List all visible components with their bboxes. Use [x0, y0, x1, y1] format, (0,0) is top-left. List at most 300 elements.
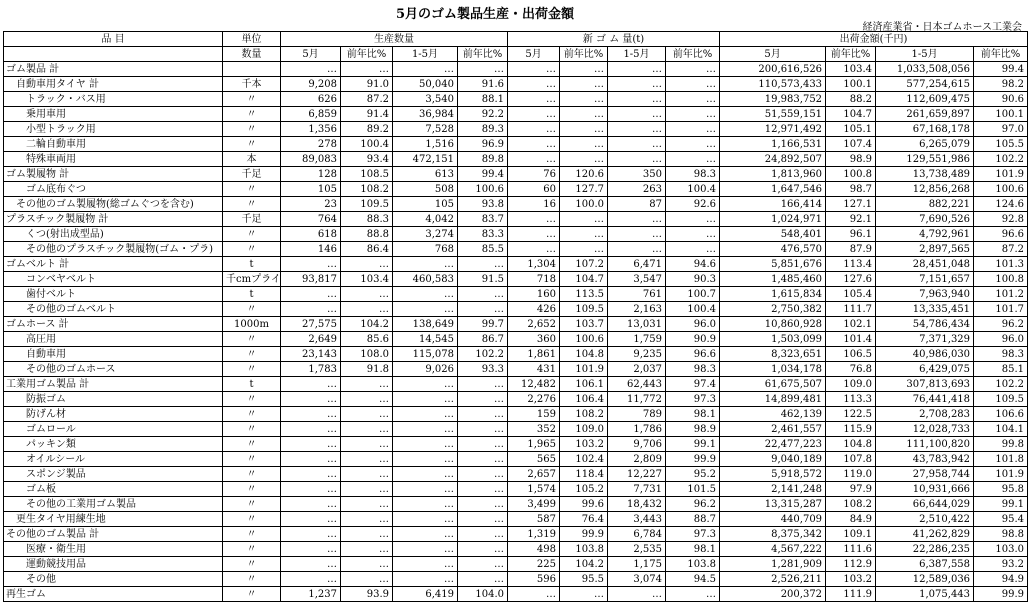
- value-cell: …: [393, 497, 458, 512]
- table-row: [4, 152, 1028, 167]
- header-row-1: [4, 32, 1028, 47]
- value-cell: …: [393, 512, 458, 527]
- row-item-name: 更生タイヤ用練生地: [4, 512, 223, 527]
- value-cell: …: [508, 587, 560, 602]
- value-cell: 97.0: [974, 122, 1028, 137]
- row-unit: 〃: [223, 227, 281, 242]
- value-cell: 127.7: [560, 182, 608, 197]
- table-row: [4, 332, 1028, 347]
- value-cell: 85.1: [974, 362, 1028, 377]
- row-unit: 〃: [223, 362, 281, 377]
- row-unit: 〃: [223, 527, 281, 542]
- value-cell: …: [341, 437, 393, 452]
- value-cell: 96.0: [974, 332, 1028, 347]
- value-cell: 104.2: [341, 317, 393, 332]
- table-row: [4, 242, 1028, 257]
- row-unit: 千足: [223, 212, 281, 227]
- table-row: [4, 572, 1028, 587]
- value-cell: 761: [608, 287, 666, 302]
- value-cell: 98.9: [826, 152, 876, 167]
- value-cell: 14,545: [393, 332, 458, 347]
- value-cell: …: [393, 437, 458, 452]
- value-cell: 113.3: [826, 392, 876, 407]
- table-row: [4, 137, 1028, 152]
- value-cell: 89.8: [458, 152, 508, 167]
- value-cell: 90.9: [666, 332, 720, 347]
- value-cell: 4,567,222: [720, 542, 826, 557]
- value-cell: …: [281, 497, 341, 512]
- value-cell: 128: [281, 167, 341, 182]
- table-row: [4, 182, 1028, 197]
- table-row: [4, 482, 1028, 497]
- value-cell: 1,304: [508, 257, 560, 272]
- row-unit: 〃: [223, 422, 281, 437]
- row-item-name: 防げん材: [4, 407, 223, 422]
- value-cell: 4,792,961: [876, 227, 974, 242]
- value-cell: 99.9: [560, 527, 608, 542]
- value-cell: 104.0: [458, 587, 508, 602]
- row-item-name: 自動車用: [4, 347, 223, 362]
- table-row: [4, 302, 1028, 317]
- value-cell: 23: [281, 197, 341, 212]
- value-cell: 2,897,565: [876, 242, 974, 257]
- value-cell: …: [341, 512, 393, 527]
- row-item-name: 高圧用: [4, 332, 223, 347]
- value-cell: …: [608, 212, 666, 227]
- value-cell: 103.7: [560, 317, 608, 332]
- value-cell: 120.6: [560, 167, 608, 182]
- value-cell: …: [281, 467, 341, 482]
- value-cell: 100.6: [974, 182, 1028, 197]
- value-cell: 101.7: [974, 302, 1028, 317]
- value-cell: 22,286,235: [876, 542, 974, 557]
- row-item-name: ゴム製品 計: [4, 62, 223, 77]
- value-cell: 12,227: [608, 467, 666, 482]
- row-unit: 〃: [223, 557, 281, 572]
- value-cell: 87.2: [974, 242, 1028, 257]
- row-item-name: くつ(射出成型品): [4, 227, 223, 242]
- value-cell: 84.9: [826, 512, 876, 527]
- value-cell: 103.0: [974, 542, 1028, 557]
- value-cell: 3,074: [608, 572, 666, 587]
- value-cell: …: [341, 377, 393, 392]
- value-cell: …: [341, 302, 393, 317]
- value-cell: 129,551,986: [876, 152, 974, 167]
- sub-header: 5月: [720, 47, 826, 62]
- value-cell: …: [393, 62, 458, 77]
- value-cell: 28,451,048: [876, 257, 974, 272]
- sub-header: 5月: [281, 47, 341, 62]
- value-cell: 7,528: [393, 122, 458, 137]
- value-cell: 1,861: [508, 347, 560, 362]
- table-row: [4, 197, 1028, 212]
- value-cell: 96.0: [666, 317, 720, 332]
- value-cell: …: [458, 557, 508, 572]
- item-header: 品 目: [4, 32, 223, 47]
- value-cell: 1,786: [608, 422, 666, 437]
- value-cell: 93.3: [458, 362, 508, 377]
- value-cell: 1,485,460: [720, 272, 826, 287]
- value-cell: 89.2: [341, 122, 393, 137]
- value-cell: 112.9: [826, 557, 876, 572]
- value-cell: 200,372: [720, 587, 826, 602]
- value-cell: 109.0: [826, 377, 876, 392]
- value-cell: 99.6: [560, 497, 608, 512]
- row-unit: 〃: [223, 242, 281, 257]
- value-cell: 2,163: [608, 302, 666, 317]
- value-cell: 93,817: [281, 272, 341, 287]
- table-row: [4, 422, 1028, 437]
- table-row: [4, 377, 1028, 392]
- value-cell: 88.3: [341, 212, 393, 227]
- table-row: [4, 212, 1028, 227]
- value-cell: 1,516: [393, 137, 458, 152]
- value-cell: …: [393, 407, 458, 422]
- value-cell: 98.3: [974, 347, 1028, 362]
- value-cell: 107.2: [560, 257, 608, 272]
- table-row: [4, 452, 1028, 467]
- row-item-name: 特殊車両用: [4, 152, 223, 167]
- value-cell: …: [458, 467, 508, 482]
- value-cell: 261,659,897: [876, 107, 974, 122]
- value-cell: 3,499: [508, 497, 560, 512]
- value-cell: …: [458, 257, 508, 272]
- value-cell: 111,100,820: [876, 437, 974, 452]
- row-unit: t: [223, 377, 281, 392]
- value-cell: …: [508, 92, 560, 107]
- value-cell: 93.4: [341, 152, 393, 167]
- row-item-name: ゴムホース 計: [4, 317, 223, 332]
- value-cell: …: [458, 302, 508, 317]
- value-cell: 1,281,909: [720, 557, 826, 572]
- value-cell: 352: [508, 422, 560, 437]
- value-cell: 146: [281, 242, 341, 257]
- row-unit: 〃: [223, 392, 281, 407]
- value-cell: 9,208: [281, 77, 341, 92]
- value-cell: 100.6: [560, 332, 608, 347]
- value-cell: 95.4: [974, 512, 1028, 527]
- value-cell: 100.0: [560, 197, 608, 212]
- row-item-name: パッキン類: [4, 437, 223, 452]
- row-item-name: 歯付ベルト: [4, 287, 223, 302]
- value-cell: 85.5: [458, 242, 508, 257]
- value-cell: 6,784: [608, 527, 666, 542]
- value-cell: …: [560, 152, 608, 167]
- quantity-header: 数量: [223, 47, 281, 62]
- value-cell: …: [608, 587, 666, 602]
- value-cell: 2,535: [608, 542, 666, 557]
- value-cell: …: [393, 392, 458, 407]
- value-cell: 159: [508, 407, 560, 422]
- value-cell: 54,786,434: [876, 317, 974, 332]
- value-cell: …: [281, 512, 341, 527]
- value-cell: 2,657: [508, 467, 560, 482]
- value-cell: …: [508, 242, 560, 257]
- sub-header: 5月: [508, 47, 560, 62]
- value-cell: 102.4: [560, 452, 608, 467]
- value-cell: 22,477,223: [720, 437, 826, 452]
- value-cell: 98.9: [666, 422, 720, 437]
- table-row: [4, 257, 1028, 272]
- value-cell: …: [341, 467, 393, 482]
- value-cell: 93.9: [341, 587, 393, 602]
- value-cell: 10,860,928: [720, 317, 826, 332]
- value-cell: 7,690,526: [876, 212, 974, 227]
- value-cell: 138,649: [393, 317, 458, 332]
- table-row: [4, 272, 1028, 287]
- value-cell: 105.2: [560, 482, 608, 497]
- table-row: [4, 542, 1028, 557]
- value-cell: 87.2: [341, 92, 393, 107]
- value-cell: 89,083: [281, 152, 341, 167]
- row-unit: 〃: [223, 137, 281, 152]
- value-cell: 278: [281, 137, 341, 152]
- value-cell: 1,237: [281, 587, 341, 602]
- value-cell: …: [666, 92, 720, 107]
- row-unit: 〃: [223, 302, 281, 317]
- value-cell: …: [666, 242, 720, 257]
- value-cell: 6,265,079: [876, 137, 974, 152]
- value-cell: 86.4: [341, 242, 393, 257]
- value-cell: 2,276: [508, 392, 560, 407]
- row-item-name: 再生ゴム: [4, 587, 223, 602]
- value-cell: 92.1: [826, 212, 876, 227]
- value-cell: 101.5: [666, 482, 720, 497]
- value-cell: 111.7: [826, 302, 876, 317]
- value-cell: 115.9: [826, 422, 876, 437]
- value-cell: 3,443: [608, 512, 666, 527]
- value-cell: …: [560, 227, 608, 242]
- row-item-name: ゴム製履物 計: [4, 167, 223, 182]
- row-item-name: ゴムロール: [4, 422, 223, 437]
- row-item-name: 小型トラック用: [4, 122, 223, 137]
- row-item-name: 運動競技用品: [4, 557, 223, 572]
- value-cell: 97.9: [826, 482, 876, 497]
- row-item-name: その他のゴムホース: [4, 362, 223, 377]
- value-cell: …: [458, 287, 508, 302]
- value-cell: 613: [393, 167, 458, 182]
- row-item-name: オイルシール: [4, 452, 223, 467]
- row-item-name: 医療・衛生用: [4, 542, 223, 557]
- value-cell: 91.6: [458, 77, 508, 92]
- value-cell: 76.8: [826, 362, 876, 377]
- value-cell: 99.9: [666, 452, 720, 467]
- value-cell: 94.9: [974, 572, 1028, 587]
- value-cell: 6,387,558: [876, 557, 974, 572]
- value-cell: 91.5: [458, 272, 508, 287]
- value-cell: 8,323,651: [720, 347, 826, 362]
- table-row: [4, 77, 1028, 92]
- value-cell: 16: [508, 197, 560, 212]
- header-row-2: [4, 47, 1028, 62]
- value-cell: 587: [508, 512, 560, 527]
- value-cell: …: [508, 122, 560, 137]
- value-cell: 440,709: [720, 512, 826, 527]
- value-cell: 127.6: [826, 272, 876, 287]
- value-cell: 2,526,211: [720, 572, 826, 587]
- shipment-header: 出荷金額(千円): [720, 32, 1028, 47]
- value-cell: 76.4: [560, 512, 608, 527]
- value-cell: 100.4: [666, 302, 720, 317]
- row-unit: 〃: [223, 467, 281, 482]
- table-row: [4, 347, 1028, 362]
- value-cell: 882,221: [876, 197, 974, 212]
- value-cell: 105.4: [826, 287, 876, 302]
- value-cell: …: [393, 452, 458, 467]
- value-cell: 462,139: [720, 407, 826, 422]
- row-item-name: その他: [4, 572, 223, 587]
- page-title: 5月のゴム製品生産・出荷金額: [395, 7, 575, 22]
- value-cell: 51,559,151: [720, 107, 826, 122]
- value-cell: 6,859: [281, 107, 341, 122]
- value-cell: 2,037: [608, 362, 666, 377]
- row-item-name: コンベヤベルト: [4, 272, 223, 287]
- value-cell: 5,851,676: [720, 257, 826, 272]
- value-cell: 2,652: [508, 317, 560, 332]
- value-cell: …: [508, 152, 560, 167]
- table-row: [4, 467, 1028, 482]
- value-cell: 100.8: [826, 167, 876, 182]
- value-cell: 350: [608, 167, 666, 182]
- value-cell: …: [458, 407, 508, 422]
- row-unit: 〃: [223, 437, 281, 452]
- value-cell: 460,583: [393, 272, 458, 287]
- value-cell: …: [393, 572, 458, 587]
- value-cell: 101.8: [974, 452, 1028, 467]
- value-cell: 99.7: [458, 317, 508, 332]
- row-unit: t: [223, 257, 281, 272]
- value-cell: …: [458, 572, 508, 587]
- value-cell: …: [608, 77, 666, 92]
- value-cell: …: [281, 302, 341, 317]
- value-cell: 596: [508, 572, 560, 587]
- row-unit: 〃: [223, 497, 281, 512]
- value-cell: 2,708,283: [876, 407, 974, 422]
- value-cell: 109.0: [560, 422, 608, 437]
- value-cell: 50,040: [393, 77, 458, 92]
- value-cell: …: [666, 227, 720, 242]
- value-cell: 106.5: [826, 347, 876, 362]
- value-cell: …: [393, 542, 458, 557]
- value-cell: 106.6: [974, 407, 1028, 422]
- value-cell: 94.5: [666, 572, 720, 587]
- value-cell: 98.2: [974, 77, 1028, 92]
- value-cell: 93.2: [974, 557, 1028, 572]
- value-cell: …: [458, 62, 508, 77]
- value-cell: …: [458, 452, 508, 467]
- table-row: [4, 497, 1028, 512]
- value-cell: …: [281, 527, 341, 542]
- row-unit: 千本: [223, 77, 281, 92]
- value-cell: 2,750,382: [720, 302, 826, 317]
- value-cell: 103.2: [560, 437, 608, 452]
- table-row: [4, 227, 1028, 242]
- value-cell: …: [560, 92, 608, 107]
- value-cell: 87: [608, 197, 666, 212]
- value-cell: 5,918,572: [720, 467, 826, 482]
- value-cell: 11,772: [608, 392, 666, 407]
- sub-header: 1-5月: [393, 47, 458, 62]
- value-cell: …: [393, 287, 458, 302]
- value-cell: 3,274: [393, 227, 458, 242]
- value-cell: 109.5: [974, 392, 1028, 407]
- row-unit: [223, 62, 281, 77]
- value-cell: …: [341, 557, 393, 572]
- value-cell: …: [341, 62, 393, 77]
- value-cell: …: [508, 77, 560, 92]
- value-cell: 99.1: [974, 497, 1028, 512]
- value-cell: …: [508, 212, 560, 227]
- value-cell: …: [393, 557, 458, 572]
- value-cell: 127.1: [826, 197, 876, 212]
- value-cell: 67,168,178: [876, 122, 974, 137]
- row-unit: 〃: [223, 542, 281, 557]
- row-unit: 〃: [223, 92, 281, 107]
- row-item-name: その他のゴム製品 計: [4, 527, 223, 542]
- value-cell: 60: [508, 182, 560, 197]
- value-cell: 98.7: [826, 182, 876, 197]
- table-row: [4, 527, 1028, 542]
- value-cell: 88.8: [341, 227, 393, 242]
- value-cell: 18,432: [608, 497, 666, 512]
- value-cell: …: [341, 527, 393, 542]
- row-unit: 〃: [223, 512, 281, 527]
- value-cell: 109.5: [341, 197, 393, 212]
- value-cell: 98.1: [666, 407, 720, 422]
- value-cell: …: [608, 152, 666, 167]
- value-cell: 108.5: [341, 167, 393, 182]
- value-cell: …: [666, 137, 720, 152]
- new-rubber-header: 新 ゴ ム 量(t): [508, 32, 720, 47]
- table-row: [4, 122, 1028, 137]
- value-cell: 9,026: [393, 362, 458, 377]
- value-cell: …: [393, 467, 458, 482]
- value-cell: 40,986,030: [876, 347, 974, 362]
- row-item-name: 乗用車用: [4, 107, 223, 122]
- value-cell: 426: [508, 302, 560, 317]
- value-cell: 105.5: [974, 137, 1028, 152]
- value-cell: 66,644,029: [876, 497, 974, 512]
- value-cell: 768: [393, 242, 458, 257]
- value-cell: …: [281, 557, 341, 572]
- value-cell: 12,589,036: [876, 572, 974, 587]
- value-cell: …: [560, 242, 608, 257]
- value-cell: 91.0: [341, 77, 393, 92]
- value-cell: 101.2: [974, 287, 1028, 302]
- row-item-name: 防振ゴム: [4, 392, 223, 407]
- value-cell: …: [281, 392, 341, 407]
- value-cell: 100.4: [666, 182, 720, 197]
- value-cell: 95.8: [974, 482, 1028, 497]
- value-cell: 94.6: [666, 257, 720, 272]
- value-cell: 764: [281, 212, 341, 227]
- value-cell: 105: [393, 197, 458, 212]
- value-cell: …: [608, 137, 666, 152]
- sub-header: 前年比%: [826, 47, 876, 62]
- value-cell: 9,706: [608, 437, 666, 452]
- value-cell: …: [281, 572, 341, 587]
- value-cell: …: [508, 227, 560, 242]
- value-cell: 102.2: [458, 347, 508, 362]
- value-cell: 7,151,657: [876, 272, 974, 287]
- value-cell: 99.8: [974, 437, 1028, 452]
- value-cell: …: [281, 437, 341, 452]
- value-cell: 83.7: [458, 212, 508, 227]
- value-cell: 108.0: [341, 347, 393, 362]
- value-cell: 98.1: [666, 542, 720, 557]
- value-cell: 101.3: [974, 257, 1028, 272]
- value-cell: 718: [508, 272, 560, 287]
